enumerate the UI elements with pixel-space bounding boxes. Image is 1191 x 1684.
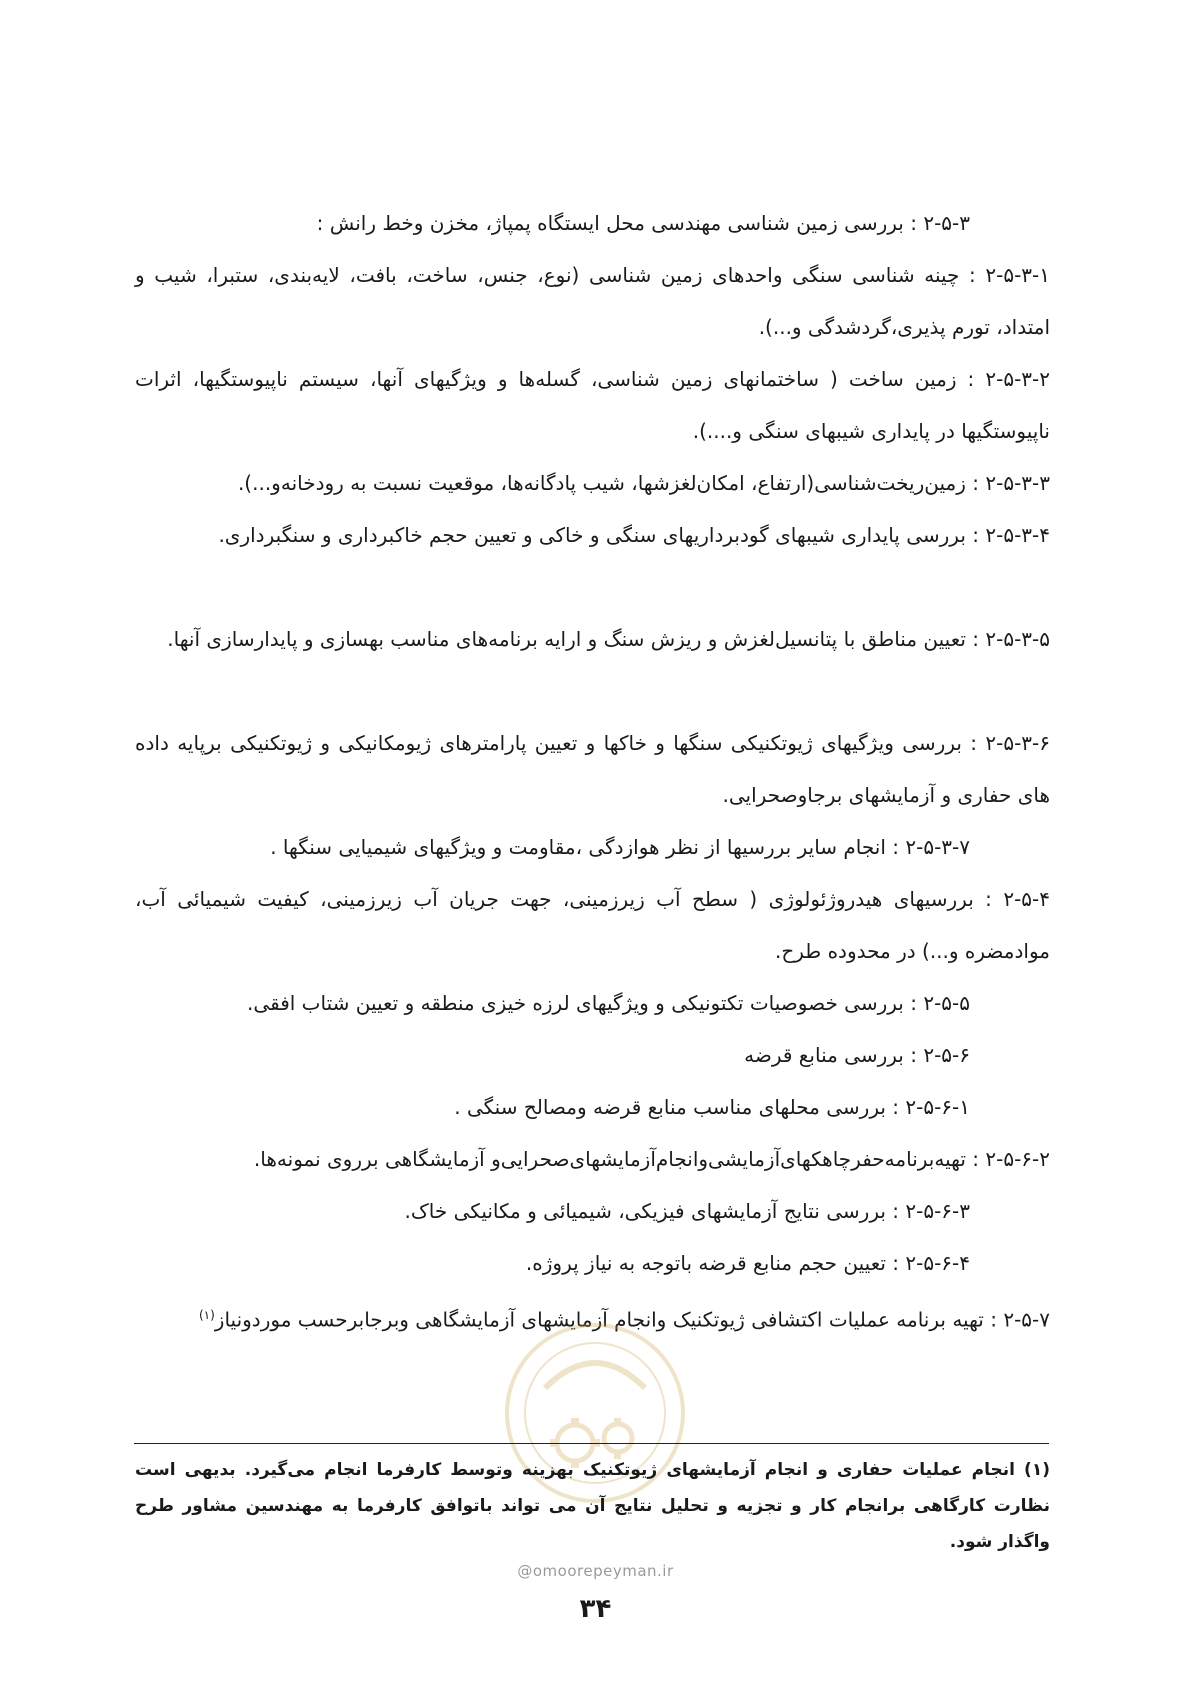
paragraph-2-5-3-4: ۲-۵-۳-۴ : بررسی پایداری شیبهای گودبرداریهای سنگی و خاکی و تعیین حجم خاکبرداری و سنگبرداری. [218, 523, 1050, 547]
paragraph-2-5-4: ۲-۵-۴ : بررسیهای هیدروژئولوژی ( سطح آب زیرزمینی، جهت جریان آب زیرزمینی، کیفیت شیمیائی آب، موادمضره و...) در محدوده طرح. [135, 887, 1050, 963]
footnote-divider [134, 1443, 1049, 1444]
paragraph-2-5-3-3: ۲-۵-۳-۳ : زمین‌ریخت‌شناسی(ارتفاع، امکان‌لغزشها، شیب پادگانه‌ها، موقعیت نسبت به رودخانه‌و...). [237, 471, 1050, 495]
paragraph-2-5-5: ۲-۵-۵ : بررسی خصوصیات تکتونیکی و ویژگیهای لرزه خیزی منطقه و تعیین شتاب افقی. [247, 991, 970, 1015]
paragraph-2-5-3-1: ۲-۵-۳-۱ : چینه شناسی سنگی واحدهای زمین شناسی (نوع، جنس، ساخت، بافت، لایه‌بندی، ستبرا، شیب و امتداد، تورم پذیری،گردشدگی و...). [135, 263, 1050, 339]
paragraph-2-5-7-text: ۲-۵-۷ : تهیه برنامه عملیات اکتشافی ژیوتکنیک وانجام آزمایشهای آزمایشگاهی وبرجابرحسب موردونیاز [214, 1307, 1050, 1332]
paragraph-2-5-6: ۲-۵-۶ : بررسی منابع قرضه [744, 1043, 970, 1067]
paragraph-2-5-6-4: ۲-۵-۶-۴ : تعیین حجم منابع قرضه باتوجه به نیاز پروژه. [525, 1251, 970, 1275]
paragraph-2-5-3-5: ۲-۵-۳-۵ : تعیین مناطق با پتانسیل‌لغزش و ریزش سنگ و ارایه برنامه‌های مناسب بهسازی و پایدارسازی آنها. [167, 627, 1050, 651]
page-number: ۳۴ [579, 1594, 612, 1624]
paragraph-2-5-6-3: ۲-۵-۶-۳ : بررسی نتایج آزمایشهای فیزیکی، شیمیائی و مکانیکی خاک. [404, 1199, 970, 1223]
paragraph-2-5-3-7: ۲-۵-۳-۷ : انجام سایر بررسیها از نظر هوازدگی ،مقاومت و ویژگیهای شیمیایی سنگها . [270, 835, 970, 859]
paragraph-2-5-3: ۲-۵-۳ : بررسی زمین شناسی مهندسی محل ایستگاه پمپاژ، مخزن وخط رانش : [316, 211, 970, 235]
paragraph-2-5-3-6: ۲-۵-۳-۶ : بررسی ویژگیهای ژیوتکنیکی سنگها و خاکها و تعیین پارامترهای ژیومکانیکی و ژیوتکنیکی برپایه داده های حفاری و آزمایشهای برجاوصحرایی. [135, 731, 1050, 807]
paragraph-2-5-6-2: ۲-۵-۶-۲ : تهیه‌برنامه‌حفرچاهکهای‌آزمایشی‌وانجام‌آزمایشهای‌صحرایی‌و آزمایشگاهی برروی نمونه‌ها. [253, 1147, 1050, 1171]
footnote-marker: (۱) [198, 1308, 215, 1322]
footnote-text: (۱) انجام عملیات حفاری و انجام آزمایشهای ژیوتکنیک بهزینه وتوسط کارفرما انجام می‌گیرد. بدیهی است نظارت کارگاهی برانجام کار و تجزیه و تحلیل نتایج آن می تواند باتوافق کارفرما به مهندسین مشاور طرح واگذار شود. [135, 1460, 1050, 1552]
paragraph-2-5-6-1: ۲-۵-۶-۱ : بررسی محلهای مناسب منابع قرضه ومصالح سنگی . [454, 1095, 970, 1119]
watermark-site: @omoorepeyman.ir [517, 1562, 674, 1580]
paragraph-2-5-3-2: ۲-۵-۳-۲ : زمین ساخت ( ساختمانهای زمین شناسی، گسله‌ها و ویژگیهای آنها، سیستم ناپیوستگیها، اثرات ناپیوستگیها در پایداری شیبهای سنگی و....). [135, 367, 1050, 443]
